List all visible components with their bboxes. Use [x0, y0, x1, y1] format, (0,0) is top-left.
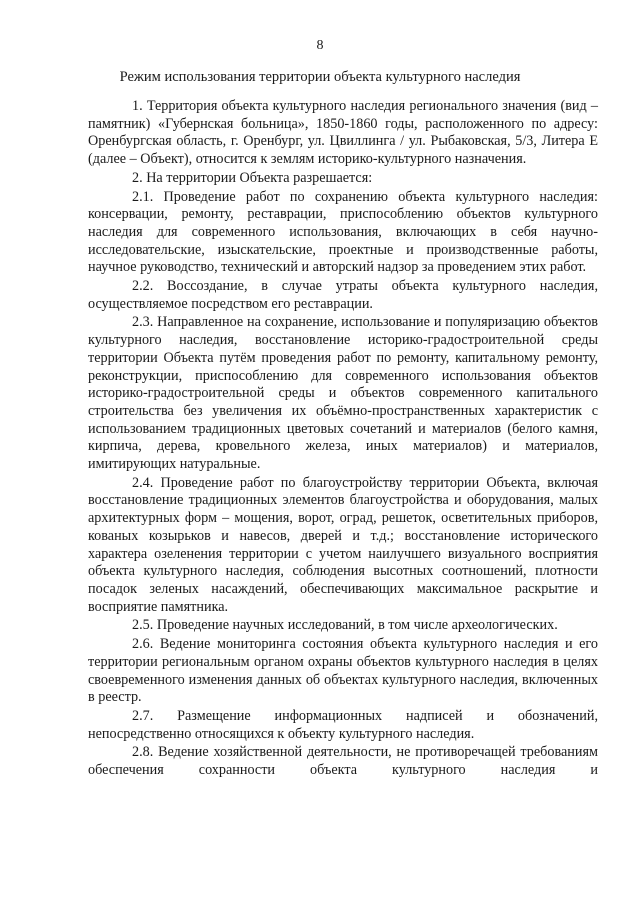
paragraph-2-4: 2.4. Проведение работ по благоустройству территории Объекта, включая восстановление традиционных элементов благоустройства и оборудования, малых архитектурных форм – мощения, ворот, оград, решеток, осветительных приборов, кованых козырьков и навесов, дверей и т.д.; восстановление исторического характера озеленения территории с учетом наилучшего визуального восприятия объекта культурного наследия, соблюдения высотных соотношений, плотности посадок зеленых насаждений, обеспечивающих максимальное раскрытие и восприятие памятника.	[88, 474, 598, 615]
paragraph-2-1: 2.1. Проведение работ по сохранению объекта культурного наследия: консервации, ремонту, реставрации, приспособлению объектов культурного наследия для современного использования, включающих в себя научно-исследовательские, изыскательские, проектные и производственные работы, научное руководство, технический и авторский надзор за проведением этих работ.	[88, 188, 598, 276]
paragraph-1: 1. Территория объекта культурного наследия регионального значения (вид – памятник) «Губернская больница», 1850-1860 годы, расположенного по адресу: Оренбургская область, г. Оренбург, ул. Цвиллинга / ул. Рыбаковская, 5/3, Литера Е (далее – Объект), относится к землям историко-культурного назначения.	[88, 98, 598, 168]
paragraph-2-7: 2.7. Размещение информационных надписей и обозначений, непосредственно относящихся к объекту культурного наследия.	[88, 707, 598, 742]
paragraph-2-8: 2.8. Ведение хозяйственной деятельности, не противоречащей требованиям обеспечения сохранности объекта культурного наследия и	[88, 744, 598, 779]
paragraph-2: 2. На территории Объекта разрешается:	[132, 169, 373, 186]
document-title: Режим использования территории объекта культурного наследия	[119, 69, 521, 85]
page-number: 8	[316, 38, 324, 53]
paragraph-2-2: 2.2. Воссоздание, в случае утраты объекта культурного наследия, осуществляемое посредством его реставрации.	[88, 278, 598, 312]
paragraph-2-6: 2.6. Ведение мониторинга состояния объекта культурного наследия и его территории региональным органом охраны объектов культурного наследия в целях своевременного изменения данных об объектах культурного наследия, включенных в реестр.	[88, 636, 598, 706]
document-body	[88, 98, 598, 781]
paragraph-2-5: 2.5. Проведение научных исследований, в том числе археологических.	[132, 617, 558, 634]
paragraph-2-3: 2.3. Направленное на сохранение, использование и популяризацию объектов культурного наследия, восстановление историко-градостроительной среды территории Объекта путём проведения работ по ремонту, капитальному ремонту, реконструкции, приспособлению для современного использования объектов историко-градостроительной среды и объектов современного капитального строительства без увеличения их объёмно-пространственных характеристик с использованием традиционных цветовых сочетаний и материалов (белого камня, кирпича, дерева, кровельного железа, иных материалов) и материалов, имитирующих натуральные.	[88, 314, 598, 473]
